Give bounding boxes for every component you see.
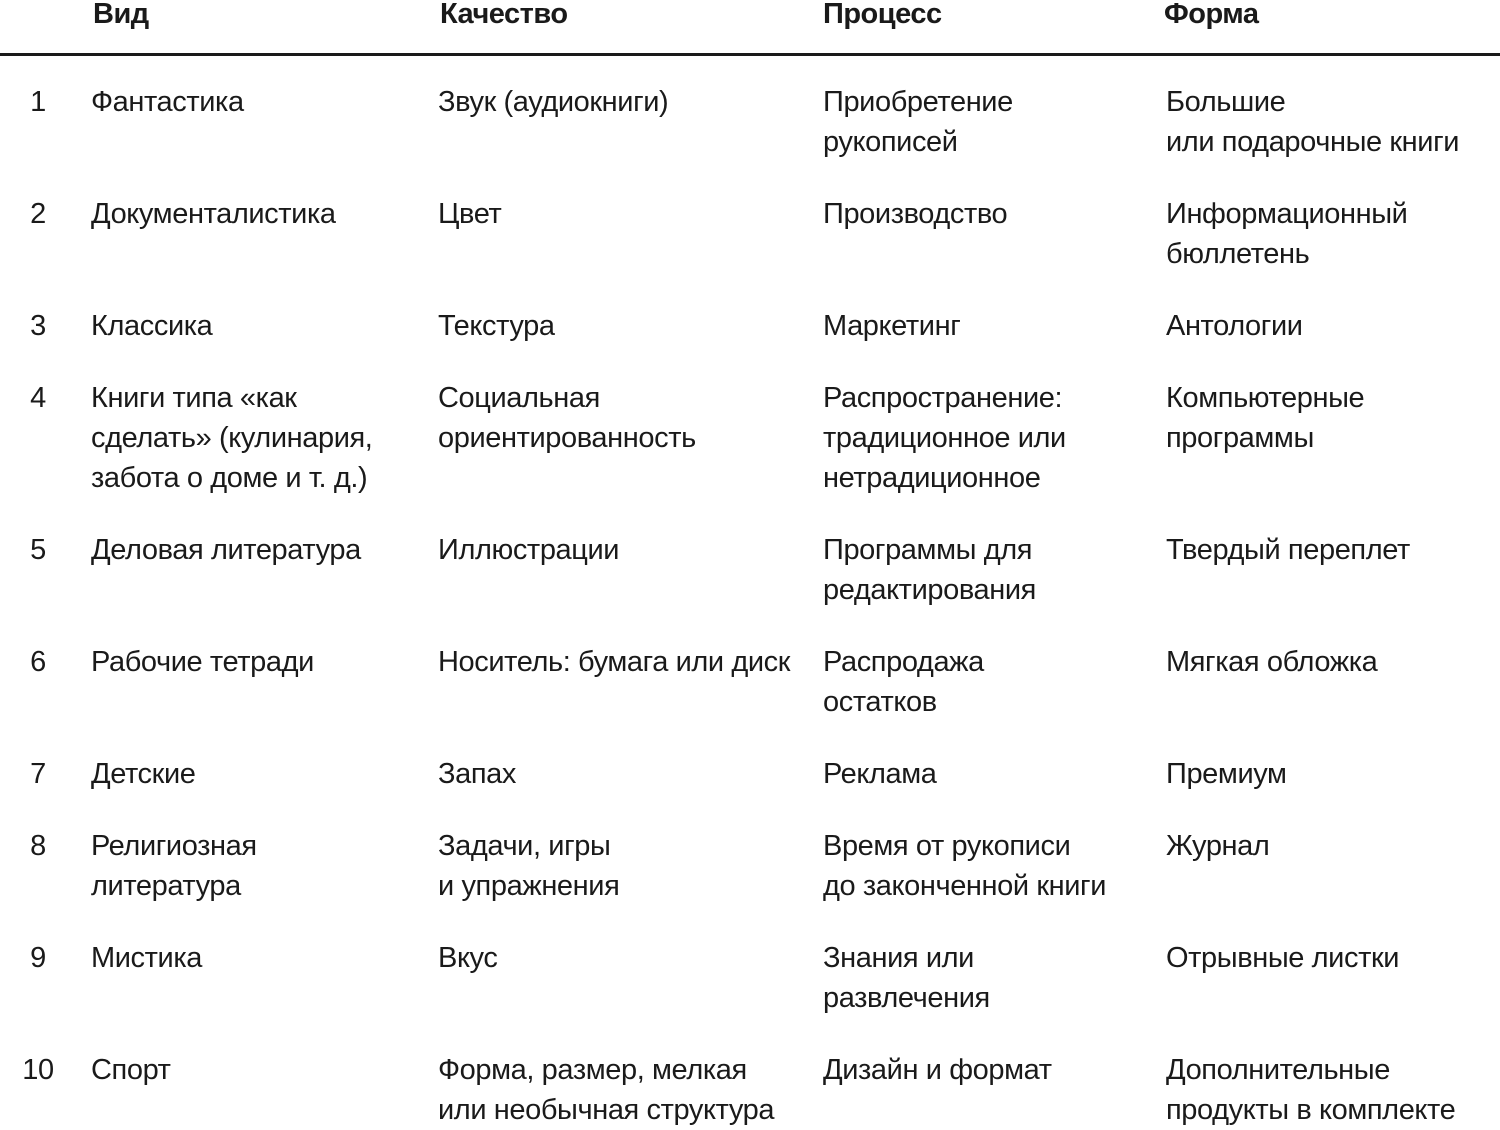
cell-type: Религиозная литература — [91, 830, 257, 902]
cell-quality: Форма, размер, мелкая или необычная структура — [438, 1054, 775, 1126]
cell-form: Большие или подарочные книги — [1166, 86, 1460, 158]
table-header — [0, 0, 1500, 56]
cell-quality: Носитель: бумага или диск — [438, 646, 791, 678]
header-process: Процесс — [823, 0, 942, 30]
cell-type: Спорт — [91, 1054, 171, 1086]
cell-type: Классика — [91, 310, 213, 342]
cell-quality: Вкус — [438, 942, 498, 974]
cell-form: Компьютерные программы — [1166, 382, 1365, 454]
cell-form: Твердый переплет — [1166, 534, 1410, 566]
row-number: 1 — [30, 86, 46, 118]
cell-type: Детские — [91, 758, 196, 790]
row-number: 9 — [30, 942, 46, 974]
cell-process: Распространение: традиционное или нетрадиционное — [823, 382, 1066, 494]
header-quality: Качество — [440, 0, 568, 30]
cell-form: Журнал — [1166, 830, 1270, 862]
cell-form: Антологии — [1166, 310, 1303, 342]
cell-form: Мягкая обложка — [1166, 646, 1378, 678]
cell-process: Приобретение рукописей — [823, 86, 1013, 158]
row-number: 4 — [30, 382, 46, 414]
row-number: 2 — [30, 198, 46, 230]
cell-process: Производство — [823, 198, 1008, 230]
row-number: 7 — [30, 758, 46, 790]
cell-quality: Задачи, игры и упражнения — [438, 830, 620, 902]
cell-type: Фантастика — [91, 86, 244, 118]
cell-process: Программы для редактирования — [823, 534, 1036, 606]
cell-form: Отрывные листки — [1166, 942, 1400, 974]
cell-form: Премиум — [1166, 758, 1287, 790]
row-number: 8 — [30, 830, 46, 862]
header-form: Форма — [1164, 0, 1259, 30]
cell-type: Деловая литература — [91, 534, 361, 566]
cell-form: Дополнительные продукты в комплекте — [1166, 1054, 1456, 1126]
row-number: 3 — [30, 310, 46, 342]
cell-type: Документалистика — [91, 198, 336, 230]
cell-process: Знания или развлечения — [823, 942, 990, 1014]
cell-quality: Текстура — [438, 310, 555, 342]
cell-form: Информационный бюллетень — [1166, 198, 1408, 270]
row-number: 6 — [30, 646, 46, 678]
cell-quality: Цвет — [438, 198, 502, 230]
cell-type: Рабочие тетради — [91, 646, 314, 678]
header-type: Вид — [93, 0, 149, 30]
row-number: 5 — [30, 534, 46, 566]
cell-process: Распродажа остатков — [823, 646, 984, 718]
cell-process: Реклама — [823, 758, 937, 790]
cell-type: Книги типа «как сделать» (кулинария, забота о доме и т. д.) — [91, 382, 373, 494]
cell-quality: Запах — [438, 758, 516, 790]
cell-quality: Иллюстрации — [438, 534, 620, 566]
cell-type: Мистика — [91, 942, 202, 974]
cell-quality: Социальная ориентированность — [438, 382, 696, 454]
cell-quality: Звук (аудиокниги) — [438, 86, 669, 118]
cell-process: Дизайн и формат — [823, 1054, 1052, 1086]
cell-process: Время от рукописи до законченной книги — [823, 830, 1107, 902]
cell-process: Маркетинг — [823, 310, 961, 342]
row-number: 10 — [22, 1054, 54, 1086]
